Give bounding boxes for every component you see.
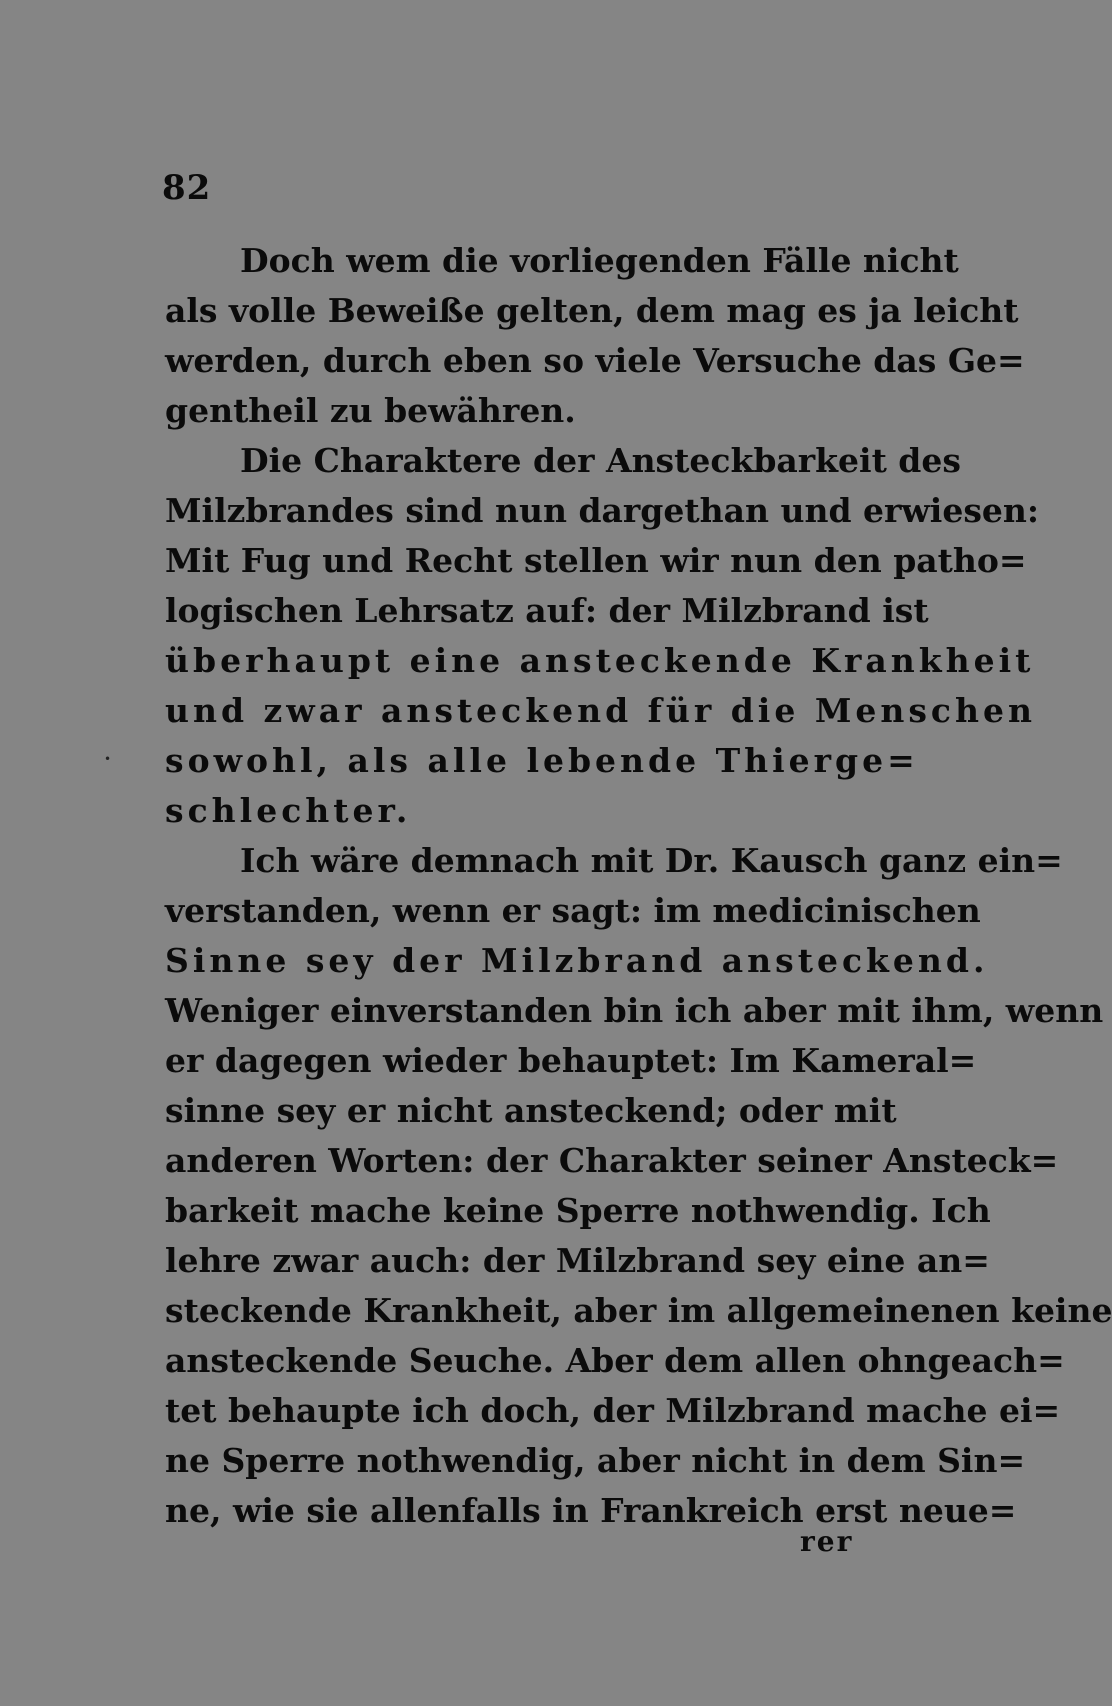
text-line: überhaupt eine ansteckende Krankheit (165, 641, 1035, 680)
text-line: anderen Worten: der Charakter seiner Ansteck= (165, 1141, 1059, 1180)
text-line: gentheil zu bewähren. (165, 391, 576, 430)
text-line: Mit Fug und Recht stellen wir nun den patho= (165, 541, 1027, 580)
text-line: als volle Beweiße gelten, dem mag es ja leicht (165, 291, 1019, 330)
text-line: logischen Lehrsatz auf: der Milzbrand ist (165, 591, 929, 630)
text-line: ne Sperre nothwendig, aber nicht in dem Sin= (165, 1441, 1026, 1480)
body-text (165, 236, 1112, 1536)
catchword: rer (800, 1525, 854, 1558)
text-line: er dagegen wieder behauptet: Im Kameral= (165, 1041, 977, 1080)
text-line: Weniger einverstanden bin ich aber mit ihm, wenn (165, 991, 1104, 1030)
text-line: sowohl, als alle lebende Thierge= (165, 741, 919, 780)
text-line: ansteckende Seuche. Aber dem allen ohngeach= (165, 1341, 1065, 1380)
text-line: ne, wie sie allenfalls in Frankreich erst neue= (165, 1491, 1017, 1530)
text-line: Sinne sey der Milzbrand ansteckend. (165, 941, 989, 980)
text-line: und zwar ansteckend für die Menschen (165, 691, 1036, 730)
page-number: 82 (162, 168, 212, 208)
text-line: sinne sey er nicht ansteckend; oder mit (165, 1091, 897, 1130)
text-line: schlechter. (165, 791, 412, 830)
text-line: verstanden, wenn er sagt: im medicinischen (165, 891, 981, 930)
text-line: Milzbrandes sind nun dargethan und erwiesen: (165, 491, 1040, 530)
text-line: steckende Krankheit, aber im allgemeinenen keine (165, 1291, 1112, 1330)
ink-speck: • (104, 752, 112, 766)
text-line: Ich wäre demnach mit Dr. Kausch ganz ein= (240, 841, 1063, 880)
text-line: Doch wem die vorliegenden Fälle nicht (240, 241, 959, 280)
text-line: lehre zwar auch: der Milzbrand sey eine an= (165, 1241, 990, 1280)
text-line: werden, durch eben so viele Versuche das Ge= (165, 341, 1025, 380)
text-line: Die Charaktere der Ansteckbarkeit des (240, 441, 961, 480)
text-line: barkeit mache keine Sperre nothwendig. Ich (165, 1191, 991, 1230)
text-line: tet behaupte ich doch, der Milzbrand mache ei= (165, 1391, 1061, 1430)
